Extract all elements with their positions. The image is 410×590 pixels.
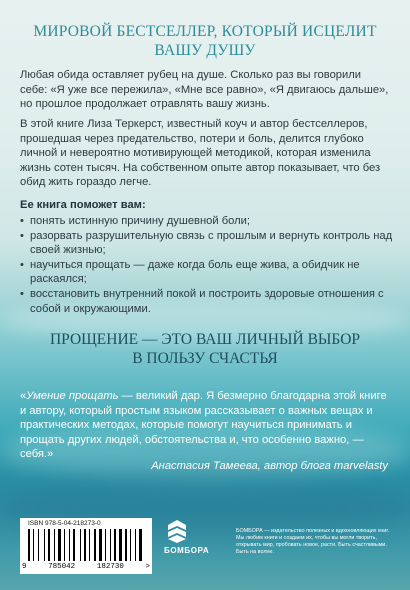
publisher-logo-text: БОМБОРА [164,546,210,555]
barcode-bar [80,529,81,561]
barcode-bar [91,529,93,561]
barcode-bar [54,529,55,561]
barcode-bar [76,529,79,561]
barcode-bar [114,529,116,561]
barcode-bar [31,529,32,561]
barcode-bar [94,529,96,561]
barcode-bar [71,529,72,561]
barcode-bar [135,529,136,561]
barcode-bar [87,529,88,561]
barcode-bar [35,529,37,561]
barcode-digits [22,563,150,571]
barcode-bar [130,529,131,561]
publisher-logo-icon [164,518,190,544]
barcode-bar [44,529,45,561]
quote-open-mark: « [20,390,27,402]
barcode-bar [117,529,118,561]
list-item [20,258,394,287]
quote-text: — великий дар. Я безмерно благодарна этой книге и автору, который простым языком рассказывает о важных вещах и практических методах, которые помогут научиться принимать и прощать других людей, обстоятельства и, что особенно важно, — себя.» [20,390,387,461]
barcode-bar [123,529,124,561]
publisher-logo [164,518,224,555]
barcode-bar [103,529,104,561]
headline-line-1: МИРОВОЙ БЕСТСЕЛЛЕР, КОТОРЫЙ ИСЦЕЛИТ [33,23,377,40]
barcode-bar [64,529,65,561]
barcode-bar [128,529,129,561]
headline [20,22,390,60]
barcode-bar [48,529,50,561]
tagline-line-1: ПРОЩЕНИЕ — ЭТО ВАШ ЛИЧНЫЙ ВЫБОР [49,331,361,348]
barcode-bar [28,529,30,561]
barcode-digit-group: > [145,563,150,571]
helps-title: Ее книга поможет вам: [20,199,146,211]
barcode-bar [38,529,39,561]
barcode-bar [89,529,90,561]
bullet-icon: • [20,215,24,227]
barcode-bar [84,529,86,561]
barcode-bar [137,529,138,561]
barcode-bar [107,529,109,561]
list-item-text: восстановить внутренний покой и построить здоровые отношения с собой и окружающими. [30,287,384,315]
barcode-bars [28,529,144,561]
barcode-bar [58,529,61,561]
tagline [20,330,390,368]
isbn-label: ISBN 978-5-04-218273-0 [28,520,101,527]
publisher-blurb: БОМБОРА — издательство полезных и вдохновляющих книг. Мы любим книги и создаем их, чтобы вы могли творить, открывать мир, пробовать новое, расти. Быть счастливыми. Быть на волне. [236,528,390,555]
barcode-bar [112,529,113,561]
intro-paragraph: Любая обида оставляет рубец на душе. Сколько раз вы говорили себе: «Я уже все пережила», «Мне все равно», «Я двигаюсь дальше», но прошлое продолжает отравлять вашу жизнь. [20,69,389,111]
bullet-icon: • [20,229,24,242]
quote-emphasis: Умение прощать [26,390,119,402]
barcode-bar [51,529,53,561]
barcode-bar [97,529,98,561]
barcode-bar [33,529,34,561]
barcode-bar [132,529,134,561]
bullet-icon: • [20,287,24,300]
list-item [20,287,394,316]
barcode-bar [125,529,127,561]
barcode-bar [73,529,75,561]
barcode-bar [66,529,68,561]
barcode-digit-group: 9 [22,563,27,571]
list-item [20,229,394,258]
barcode-digit-group: 785042 [48,563,76,571]
barcode-bar [139,529,142,561]
tagline-line-2: В ПОЛЬЗУ СЧАСТЬЯ [132,350,278,367]
barcode-bar [40,529,43,561]
barcode-bar [82,529,83,561]
quote-author: Анастасия Тамеева, автор блога marvelasty [151,460,388,472]
list-item-text: понять истинную причину душевной боли; [30,215,251,227]
barcode-bar [62,529,63,561]
about-paragraph: В этой книге Лиза Теркерст, известный коуч и автор бестселлеров, прошедшая через предательство, потери и боль, делится глубоко личной и невероятно мотивирующей методикой, которая изменила жизнь сотен тысяч. На собственном опыте автор показывает, что без обид жить гораздо легче. [20,118,381,189]
helps-list [20,214,394,316]
barcode-bar [56,529,57,561]
barcode-bar [46,529,47,561]
list-item-text: научиться прощать — даже когда боль еще жива, а обидчик не раскаялся; [30,258,360,286]
bullet-icon: • [20,258,24,271]
barcode-bar [110,529,111,561]
barcode-bar [69,529,70,561]
barcode-digit-group: 182730 [96,563,124,571]
barcode-bar [119,529,122,561]
testimonial-quote [20,389,390,462]
barcode [20,518,152,574]
headline-line-2: ВАШУ ДУШУ [154,42,256,59]
barcode-bar [99,529,102,561]
barcode-bar [105,529,106,561]
list-item-text: разорвать разрушительную связь с прошлым и вернуть контроль над своей жизнью; [30,229,393,257]
list-item [20,214,394,229]
